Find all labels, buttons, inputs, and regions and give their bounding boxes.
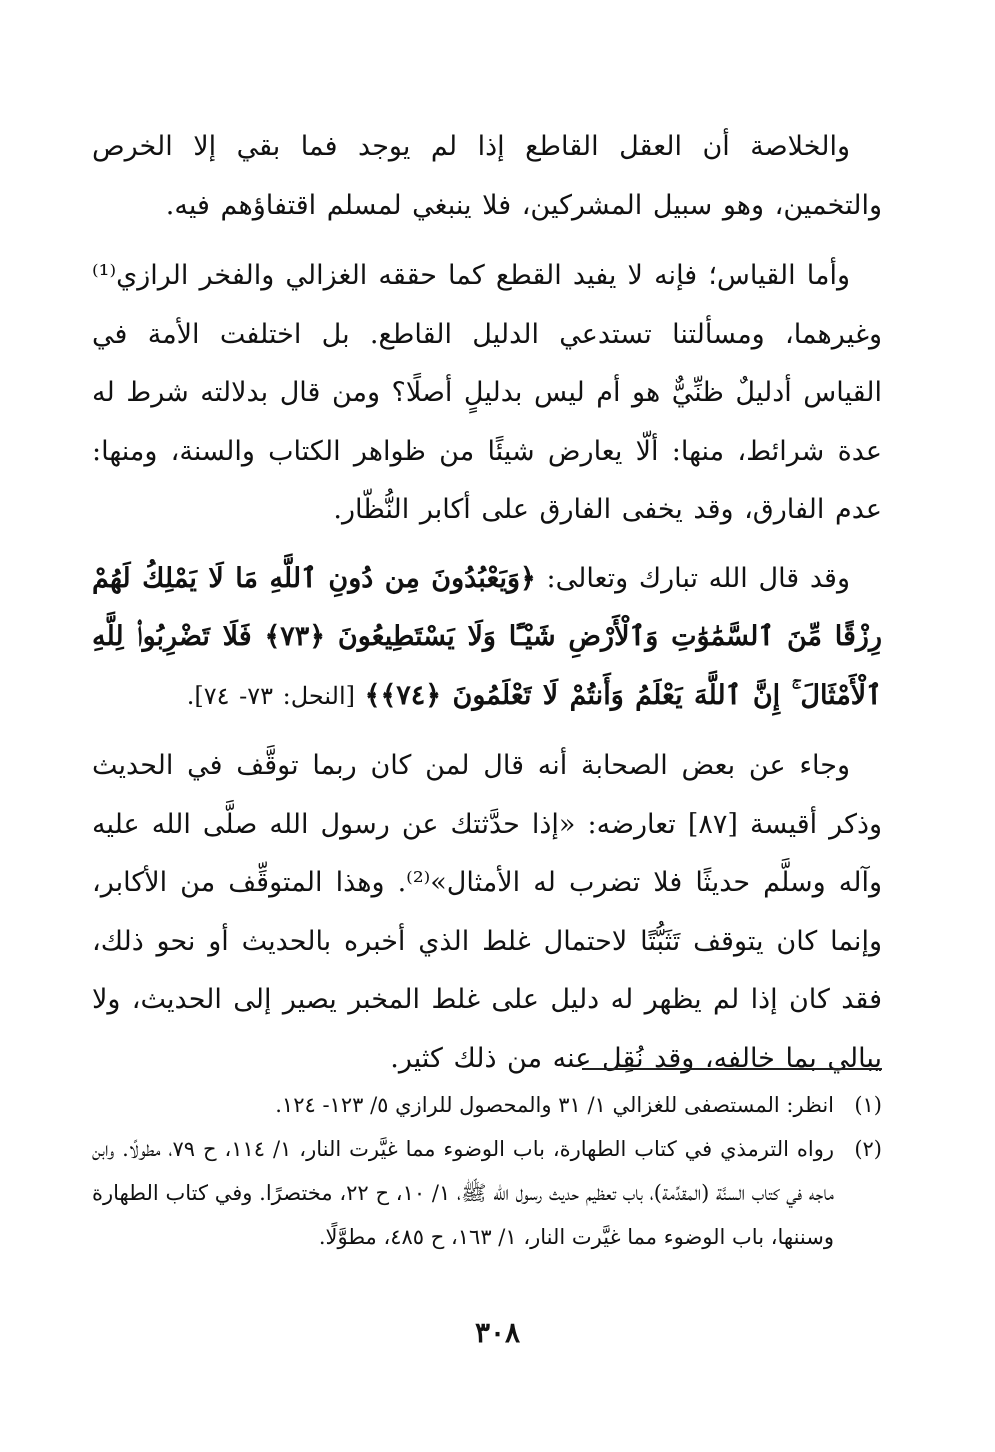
- footnote: [92, 1083, 882, 1127]
- paragraph-companion-report-text: وجاء عن بعض الصحابة أنه قال لمن كان ربما توقَّف في الحديث وذكر أقيسة [٨٧] تعارضه: «إذا حدَّثتك عن رسول الله صلَّى الله عليه وآله وسلَّم حديثًا فلا تضرب له الأمثال»⁽²⁾. وهذا المتوقِّف من الأكابر، وإنما كان يتوقف تَثَبُّتًا لاحتمال غلط الذي أخبره بالحديث أو نحو ذلك، فقد كان إذا لم يظهر له دليل على غلط المخبر يصير إلى الحديث، ولا يبالي بما خالفه، وقد نُقِل عنه من ذلك كثير.: [92, 750, 883, 1074]
- paragraph-analogy: [92, 247, 882, 540]
- citation-intro: وقد قال الله تبارك وتعالى:: [535, 562, 850, 594]
- verse-reference: [النحل: ٧٣- ٧٤].: [186, 681, 365, 710]
- footnote-text: رواه الترمذي في كتاب الطهارة، باب الوضوء مما غيَّرت النار، ١/ ١١٤، ح ٧٩، مطولًا. وابن ماجه في كتاب السنَّة (المقدِّمة)، باب تعظيم حديث رسول الله ﷺ، ١/ ١٠، ح ٢٢، مختصرًا. وفي كتاب الطهارة وسننها، باب الوضوء مما غيَّرت النار، ١/ ١٦٣، ح ٤٨٥، مطوَّلًا.: [92, 1137, 834, 1249]
- paragraph-quran-citation: [92, 550, 882, 726]
- footnote-number: (٢): [854, 1137, 882, 1161]
- paragraph-conclusion-text: والخلاصة أن العقل القاطع إذا لم يوجد فما بقي إلا الخرص والتخمين، وهو سبيل المشركين، فلا ينبغي لمسلم اقتفاؤهم فيه.: [92, 131, 882, 221]
- footnote: [92, 1127, 882, 1259]
- paragraph-conclusion: [92, 118, 882, 235]
- footnote-divider: [582, 1068, 882, 1070]
- footnotes: [92, 1083, 882, 1259]
- quran-verse: ﴿وَيَعْبُدُونَ مِن دُونِ ٱللَّهِ مَا لَا يَمْلِكُ لَهُمْ رِزْقًا مِّنَ ٱلسَّمَٰوَٰتِ وَٱلْأَرْضِ شَيْـًٔا وَلَا يَسْتَطِيعُونَ ﴿٧٣﴾ فَلَا تَضْرِبُوا۟ لِلَّهِ ٱلْأَمْثَالَ ۚ إِنَّ ٱللَّهَ يَعْلَمُ وَأَنتُمْ لَا تَعْلَمُونَ ﴿٧٤﴾﴾: [92, 562, 882, 711]
- paragraph-analogy-text: وأما القياس؛ فإنه لا يفيد القطع كما حققه الغزالي والفخر الرازي⁽¹⁾ وغيرهما، ومسألتنا تستدعي الدليل القاطع. بل اختلفت الأمة في القياس أدليلٌ ظنِّيٌّ هو أم ليس بدليلٍ أصلًا؟ ومن قال بدلالته شرط له عدة شرائط، منها: ألّا يعارض شيئًا من ظواهر الكتاب والسنة، ومنها: عدم الفارق، وقد يخفى الفارق على أكابر النُّظّار.: [92, 260, 882, 525]
- footnote-number: (١): [854, 1093, 882, 1117]
- footnote-text: انظر: المستصفى للغزالي ١/ ٣١ والمحصول للرازي ٥/ ١٢٣- ١٢٤.: [275, 1093, 834, 1117]
- paragraph-companion-report: [92, 737, 882, 1088]
- page-number: ٣٠٨: [474, 1316, 521, 1349]
- main-text: [92, 118, 882, 1098]
